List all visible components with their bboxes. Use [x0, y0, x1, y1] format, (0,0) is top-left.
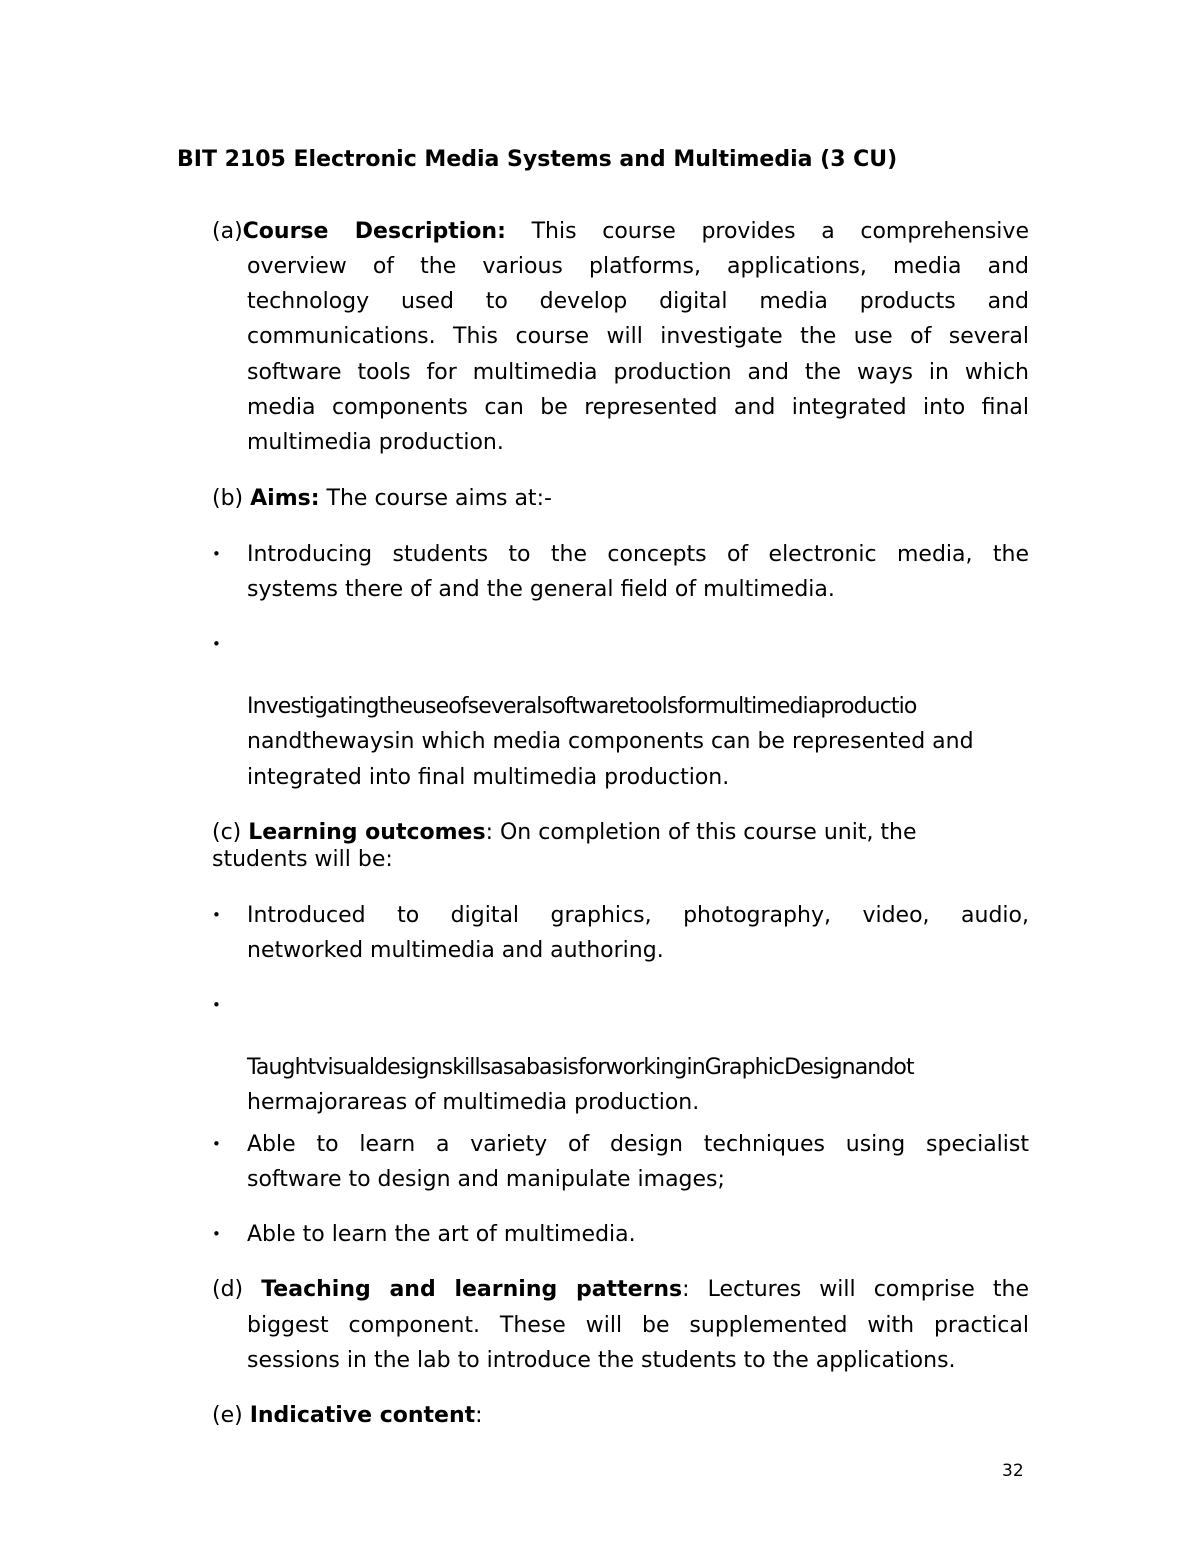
teaching-patterns-line: biggest component. These will be supplemented with practical	[247, 1313, 1029, 1338]
teaching-patterns-line: sessions in the lab to introduce the students to the applications.	[247, 1348, 956, 1373]
page-title: BIT 2105 Electronic Media Systems and Multimedia (3 CU)	[177, 147, 898, 172]
outcome-bullet-line: Able to learn the art of multimedia.	[247, 1222, 636, 1247]
course-description-line: communications. This course will investigate the use of several	[247, 324, 1029, 349]
aims-bullet-line: Investigatingtheuseofseveralsoftwaretoolsformultimediaproductio	[247, 694, 917, 719]
aims-bullet-line: nandthewaysin which media components can be represented and	[247, 729, 974, 754]
indicative-content-heading: (e) Indicative content:	[212, 1403, 483, 1428]
page-number: 32	[1002, 1461, 1024, 1481]
course-description-line: multimedia production.	[247, 430, 504, 455]
course-description-line: technology used to develop digital media products and	[247, 289, 1029, 314]
bullet-icon: •	[212, 635, 221, 653]
bullet-icon: •	[212, 545, 221, 563]
outcome-bullet-line: hermajorareas of multimedia production.	[247, 1090, 700, 1115]
outcome-bullet-line: software to design and manipulate images;	[247, 1167, 725, 1192]
course-description-line: overview of the various platforms, applications, media and	[247, 254, 1029, 279]
bullet-icon: •	[212, 1135, 221, 1153]
bullet-icon: •	[212, 906, 221, 924]
course-description-first-line: (a)Course Description: This course provides a comprehensive	[212, 219, 1029, 244]
learning-outcomes-intro: students will be:	[212, 847, 393, 872]
aims-bullet-line: Introducing students to the concepts of electronic media, the	[247, 542, 1029, 567]
aims-bullet-line: integrated into final multimedia production.	[247, 765, 730, 790]
course-description-line: media components can be represented and integrated into final	[247, 395, 1029, 420]
outcome-bullet-line: Introduced to digital graphics, photography, video, audio,	[247, 903, 1029, 928]
bullet-icon: •	[212, 996, 221, 1014]
learning-outcomes-heading: (c) Learning outcomes: On completion of this course unit, the	[212, 820, 917, 845]
course-description-line: software tools for multimedia production and the ways in which	[247, 360, 1029, 385]
teaching-patterns-first-line: (d) Teaching and learning patterns: Lectures will comprise the	[212, 1277, 1029, 1302]
bullet-icon: •	[212, 1225, 221, 1243]
outcome-bullet-line: Able to learn a variety of design techniques using specialist	[247, 1132, 1029, 1157]
aims-heading: (b) Aims: The course aims at:-	[212, 486, 552, 511]
outcome-bullet-line: TaughtvisualdesignskillsasabasisforworkinginGraphicDesignandot	[247, 1055, 914, 1080]
aims-bullet-line: systems there of and the general field of multimedia.	[247, 577, 835, 602]
outcome-bullet-line: networked multimedia and authoring.	[247, 938, 664, 963]
